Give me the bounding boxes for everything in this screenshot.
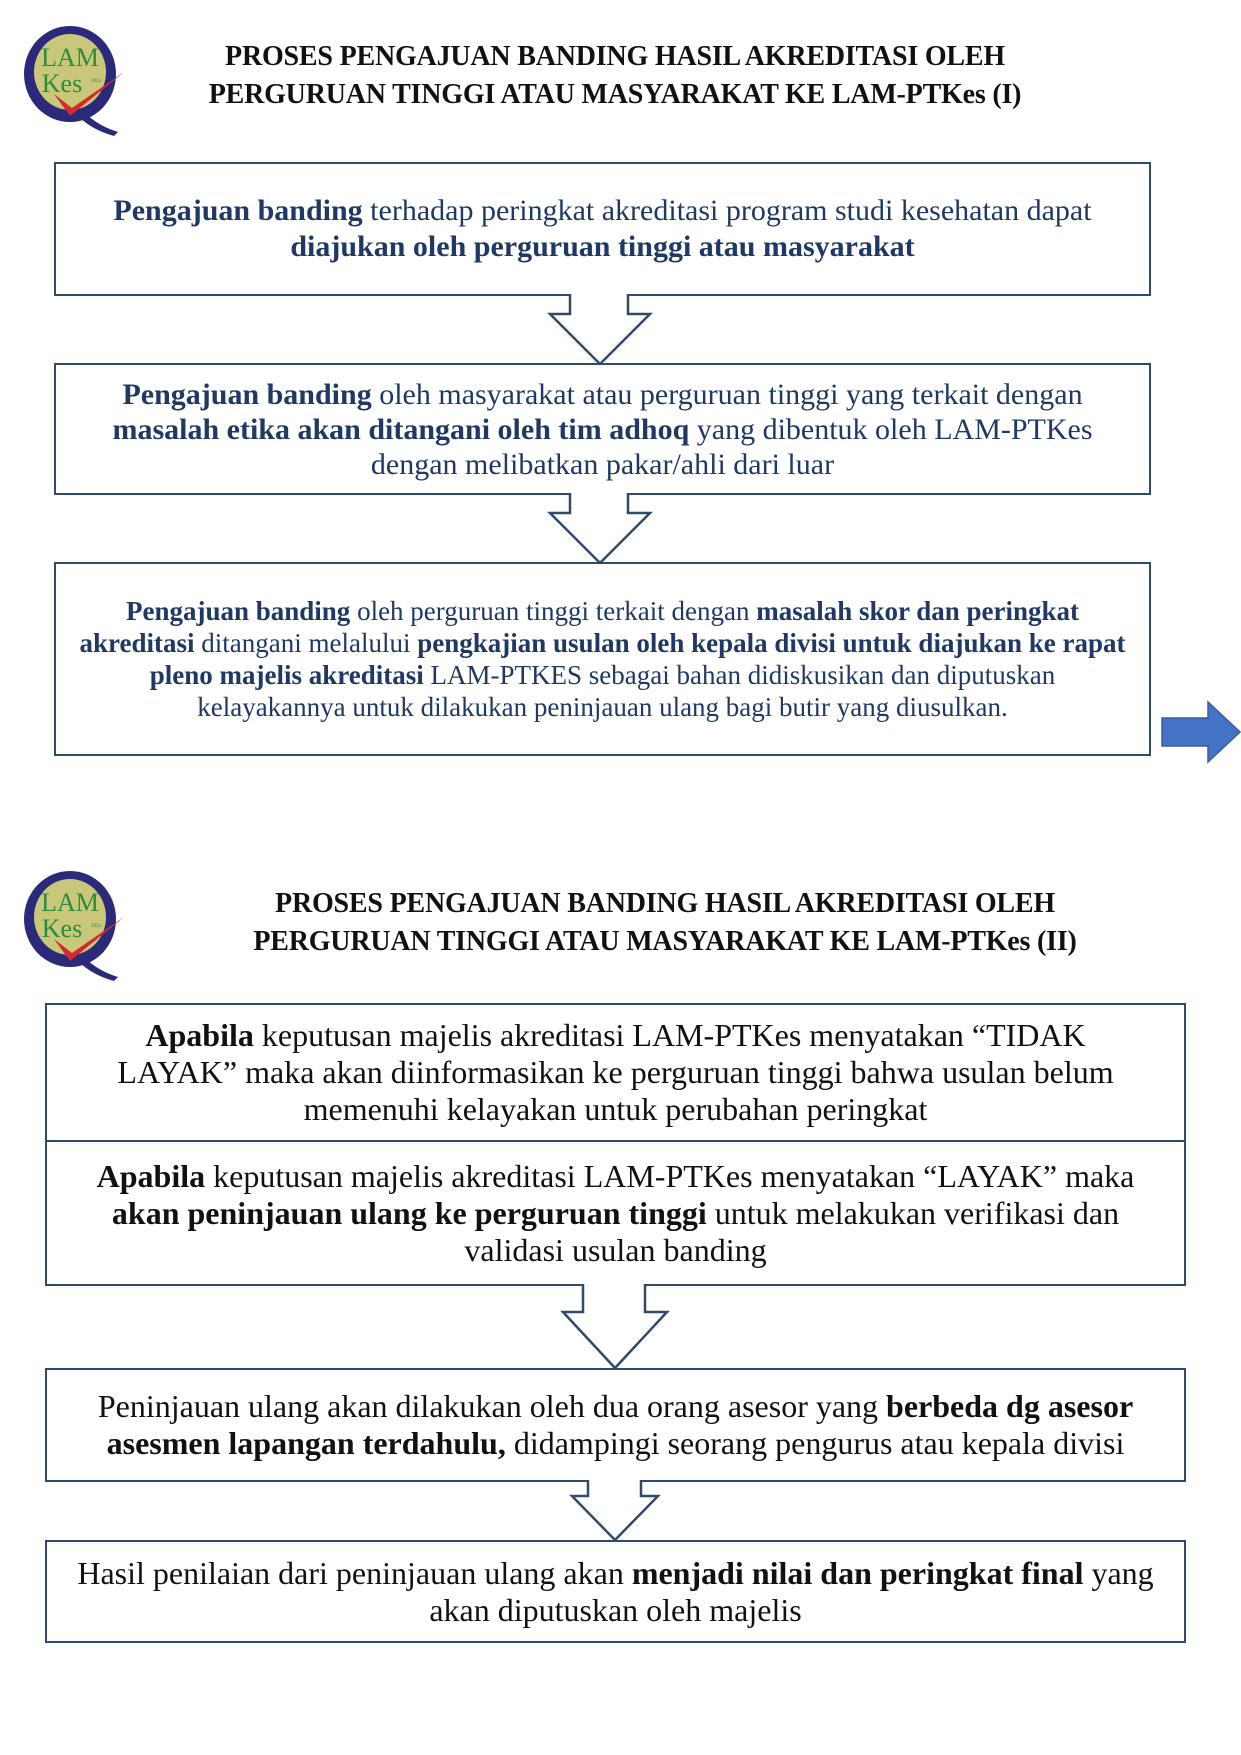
section1-title (140, 38, 1090, 114)
emphasis-text: Pengajuan banding (122, 377, 372, 411)
step-box-2-2 (45, 1368, 1186, 1482)
emphasis-text: pengkajian usulan oleh kepala divisi untuk diajukan ke rapat pleno majelis akreditasi (149, 628, 1126, 690)
step-text (76, 595, 1129, 723)
emphasis-text: berbeda dg asesor asesmen lapangan terdahulu, (106, 1388, 1134, 1461)
svg-text:Kes: Kes (41, 69, 83, 98)
emphasis-text: masalah skor dan peringkat akreditasi (79, 596, 1080, 658)
body-text: Peninjauan ulang akan dilakukan oleh dua orang asesor yang (97, 1388, 887, 1424)
title-line: PERGURUAN TINGGI ATAU MASYARAKAT KE LAM-PTKes (II) (253, 926, 1077, 957)
body-text: yang akan diputuskan oleh majelis (429, 1554, 1154, 1628)
body-text: yang dibentuk oleh LAM-PTKes dengan melibatkan pakar/ahli dari luar (370, 412, 1093, 481)
arrow-down-icon (568, 1480, 662, 1542)
eligible-panel (47, 1142, 1184, 1284)
lam-ptkes-logo-icon (18, 20, 130, 138)
not-eligible-panel (47, 1005, 1184, 1142)
step-box-1-3 (54, 562, 1151, 756)
step-text (87, 1017, 1144, 1128)
body-text: keputusan majelis akreditasi LAM-PTKes menyatakan “TIDAK LAYAK” maka akan diinformasikan ke perguruan tinggi bahwa usulan belum memenuhi kelayakan untuk perubahan peringkat (117, 1017, 1114, 1127)
step-text (77, 1158, 1154, 1269)
svg-text:LAM: LAM (41, 43, 99, 72)
emphasis-text: Pengajuan banding (125, 596, 351, 626)
arrow-down-icon (540, 493, 660, 565)
title-line: PROSES PENGAJUAN BANDING HASIL AKREDITASI OLEH (225, 41, 1005, 72)
step-text (77, 1388, 1154, 1462)
body-text: ditangani melalului (194, 628, 418, 658)
svg-text:Kes: Kes (41, 914, 83, 943)
arrow-down-icon (555, 1284, 675, 1370)
title-line: PROSES PENGAJUAN BANDING HASIL AKREDITASI OLEH (275, 888, 1055, 919)
arrow-right-icon (1160, 700, 1241, 764)
emphasis-text: akan peninjauan ulang ke perguruan tinggi (111, 1194, 707, 1231)
emphasis-text: diajukan oleh perguruan tinggi atau masyarakat (290, 230, 915, 263)
svg-text:2024: 2024 (91, 924, 101, 929)
step-box-1-2 (54, 363, 1151, 495)
arrow-down-icon (540, 294, 660, 366)
emphasis-text: Apabila (145, 1017, 254, 1053)
emphasis-text: Apabila (96, 1157, 206, 1194)
body-text: keputusan majelis akreditasi LAM-PTKes menyatakan “LAYAK” maka (205, 1157, 1135, 1194)
step-box-1-1 (54, 162, 1151, 296)
lam-ptkes-logo-icon (18, 865, 130, 983)
svg-text:LAM: LAM (41, 888, 99, 917)
title-line: PERGURUAN TINGGI ATAU MASYARAKAT KE LAM-PTKes (I) (208, 79, 1022, 110)
body-text: oleh perguruan tinggi terkait dengan (350, 596, 757, 626)
step-box-2-1 (45, 1003, 1186, 1286)
step-text (77, 1555, 1154, 1629)
svg-text:2024: 2024 (91, 79, 101, 84)
body-text: Hasil penilaian dari peninjauan ulang akan (77, 1554, 632, 1591)
body-text: untuk melakukan verifikasi dan validasi usulan banding (464, 1194, 1120, 1268)
body-text: didampingi seorang pengurus atau kepala divisi (505, 1425, 1125, 1461)
emphasis-text: Pengajuan banding (113, 194, 363, 227)
emphasis-text: menjadi nilai dan peringkat final (631, 1554, 1084, 1591)
step-text (76, 377, 1129, 482)
body-text: oleh masyarakat atau perguruan tinggi yang terkait dengan (371, 377, 1083, 411)
body-text: terhadap peringkat akreditasi program studi kesehatan dapat (362, 194, 1092, 227)
body-text: LAM-PTKES sebagai bahan didiskusikan dan diputuskan kelayakannya untuk dilakukan peninjauan ulang bagi butir yang diusulkan. (197, 660, 1056, 722)
step-box-2-3 (45, 1540, 1186, 1643)
step-text (80, 193, 1125, 265)
emphasis-text: masalah etika akan ditangani oleh tim adhoq (112, 412, 690, 446)
section2-title (170, 885, 1160, 961)
